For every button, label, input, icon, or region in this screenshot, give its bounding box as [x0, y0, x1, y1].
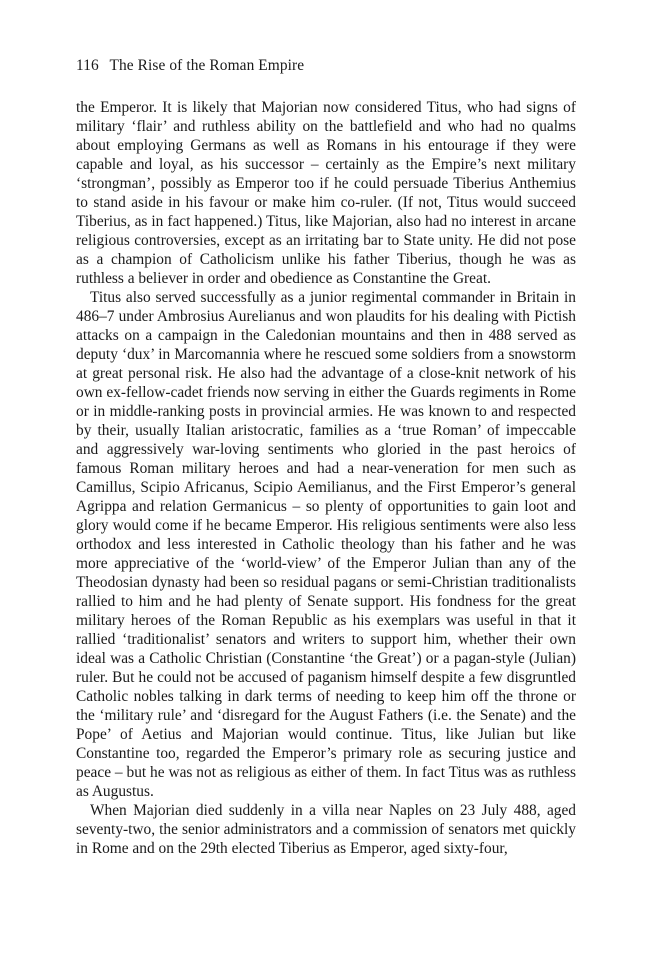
page-number: 116 — [76, 57, 99, 74]
book-title: The Rise of the Roman Empire — [109, 57, 305, 74]
paragraph-1: the Emperor. It is likely that Majorian now considered Titus, who had signs of military ‘flair’ and ruthless ability on the battlefield and who had no qualms about employing Germans as well as Romans in his entourage if they were capable and loyal, as his successor – certainly as the Empire’s next military ‘strongman’, possibly as Emperor too if he could persuade Tiberius Anthemius to stand aside in his favour or make him co-ruler. (If not, Titus would succeed Tiberius, as in fact happened.) Titus, like Majorian, also had no interest in arcane religious controversies, except as an irritating bar to State unity. He did not pose as a champion of Catholicism unlike his father Tiberius, though he was as ruthless a believer in order and obedience as Constantine the Great. — [76, 99, 576, 287]
running-head — [76, 56, 576, 76]
book-page — [76, 56, 576, 858]
paragraph-2: Titus also served successfully as a junior regimental commander in Britain in 486–7 under Ambrosius Aurelianus and won plaudits for his dealing with Pictish attacks on a campaign in the Caledonian mountains and then in 488 served as deputy ‘dux’ in Marcomannia where he rescued some soldiers from a snowstorm at great personal risk. He also had the advantage of a close-knit network of his own ex-fellow-cadet friends now serving in either the Guards regiments in Rome or in middle-ranking posts in provincial armies. He was known to and respected by their, usually Italian aristocratic, families as a ‘true Roman’ of impeccable and aggressively war-loving sentiments who gloried in the past heroics of famous Roman military heroes and had a near-veneration for men such as Camillus, Scipio Africanus, Scipio Aemilianus, and the First Emperor’s general Agrippa and relation Germanicus – so plenty of opportunities to gain loot and glory would come if he became Emperor. His religious sentiments were also less orthodox and less interested in Catholic theology than his father and he was more appreciative of the ‘world-view’ of the Emperor Julian than any of the Theodosian dynasty had been so residual pagans or semi-Christian traditionalists rallied to him and he had plenty of Senate support. His fondness for the great military heroes of the Roman Republic as his exemplars was useful in that it rallied ‘traditionalist’ senators and writers to support him, whether their own ideal was a Catholic Christian (Constantine ‘the Great’) or a pagan-style (Julian) ruler. But he could not be accused of paganism himself despite a few disgruntled Catholic nobles talking in dark terms of needing to keep him off the throne or the ‘military rule’ and ‘disregard for the August Fathers (i.e. the Senate) and the Pope’ of Aetius and Majorian would continue. Titus, like Julian but like Constantine too, regarded the Emperor’s primary role as securing justice and peace – but he was not as religious as either of them. In fact Titus was as ruthless as Augustus. — [76, 289, 576, 800]
paragraph-3: When Majorian died suddenly in a villa near Naples on 23 July 488, aged seventy-two, the senior administrators and a commission of senators met quickly in Rome and on the 29th elected Tiberius as Emperor, aged sixty-four, — [76, 802, 576, 857]
body-text — [76, 98, 576, 858]
